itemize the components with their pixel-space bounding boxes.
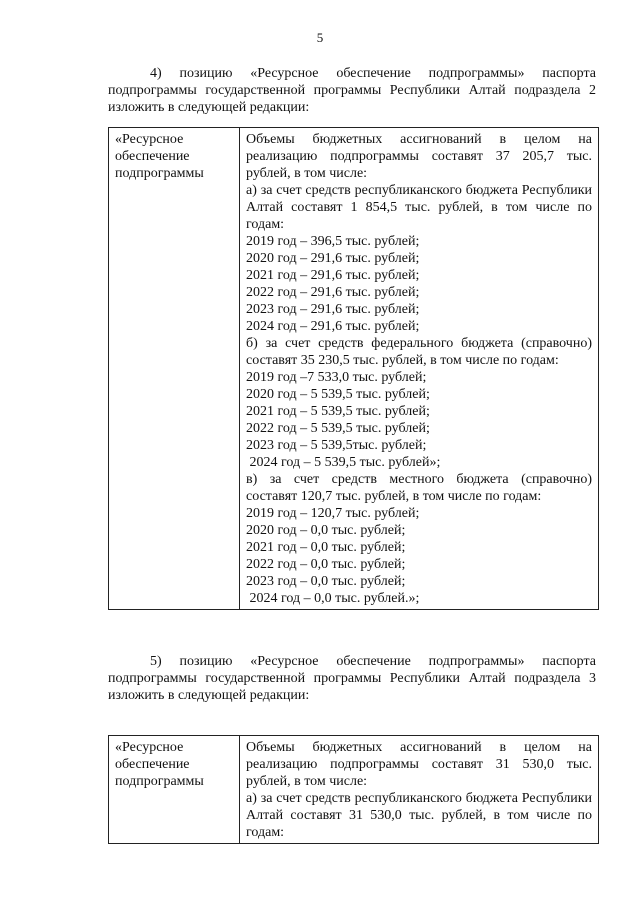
year-2021-line: 2021 год – 0,0 тыс. рублей; — [246, 540, 406, 555]
section5-intro-paragraph: 5) позицию «Ресурсное обеспечение подпрограммы» паспорта подпрограммы государственной программы Республики Алтай подраздела 3 изложить в следующей редакции: — [108, 654, 596, 703]
page-number: 5 — [316, 30, 324, 45]
table-row — [109, 128, 599, 610]
resource-table-section4 — [108, 127, 599, 610]
year-2022-line: 2022 год – 5 539,5 тыс. рублей; — [246, 421, 430, 436]
table-row — [109, 736, 599, 844]
total-funding-line: Объемы бюджетных ассигнований в целом на реализацию подпрограммы составят 31 530,0 тыс. рублей, в том числе: — [246, 740, 592, 789]
year-2021-line: 2021 год – 291,6 тыс. рублей; — [246, 268, 420, 283]
year-2023-line: 2023 год – 291,6 тыс. рублей; — [246, 302, 420, 317]
year-2019-line: 2019 год –7 533,0 тыс. рублей; — [246, 370, 427, 385]
table-label-text: «Ресурсное обеспечение подпрограммы — [115, 740, 204, 789]
table-value-cell — [240, 736, 599, 844]
section4-intro-paragraph: 4) позицию «Ресурсное обеспечение подпрограммы» паспорта подпрограммы государственной программы Республики Алтай подраздела 2 изложить в следующей редакции: — [108, 66, 596, 115]
year-2023-line: 2023 год – 0,0 тыс. рублей; — [246, 574, 406, 589]
year-2020-line: 2020 год – 291,6 тыс. рублей; — [246, 251, 420, 266]
table-value-cell — [240, 128, 599, 610]
year-2024-line: 2024 год – 0,0 тыс. рублей.»; — [246, 591, 420, 606]
year-2019-line: 2019 год – 396,5 тыс. рублей; — [246, 234, 420, 249]
year-2023-line: 2023 год – 5 539,5тыс. рублей; — [246, 438, 427, 453]
federal-budget-line: б) за счет средств федерального бюджета (справочно) составят 35 230,5 тыс. рублей, в том числе по годам: — [246, 336, 592, 368]
year-2019-line: 2019 год – 120,7 тыс. рублей; — [246, 506, 420, 521]
resource-table-section5 — [108, 735, 599, 844]
year-2022-line: 2022 год – 0,0 тыс. рублей; — [246, 557, 406, 572]
total-funding-line: Объемы бюджетных ассигнований в целом на реализацию подпрограммы составят 37 205,7 тыс. рублей, в том числе: — [246, 132, 592, 181]
table-label-cell — [109, 128, 240, 610]
year-2021-line: 2021 год – 5 539,5 тыс. рублей; — [246, 404, 430, 419]
year-2022-line: 2022 год – 291,6 тыс. рублей; — [246, 285, 420, 300]
year-2020-line: 2020 год – 5 539,5 тыс. рублей; — [246, 387, 430, 402]
table-label-cell — [109, 736, 240, 844]
republic-budget-line: а) за счет средств республиканского бюджета Республики Алтай составят 31 530,0 тыс. рублей, в том числе по годам: — [246, 791, 592, 840]
table-label-text: «Ресурсное обеспечение подпрограммы — [115, 132, 204, 181]
local-budget-line: в) за счет средств местного бюджета (справочно) составят 120,7 тыс. рублей, в том числе по годам: — [246, 472, 592, 504]
year-2024-line: 2024 год – 291,6 тыс. рублей; — [246, 319, 420, 334]
year-2020-line: 2020 год – 0,0 тыс. рублей; — [246, 523, 406, 538]
republic-budget-line: а) за счет средств республиканского бюджета Республики Алтай составят 1 854,5 тыс. рублей, в том числе по годам: — [246, 183, 592, 232]
year-2024-line: 2024 год – 5 539,5 тыс. рублей»; — [246, 455, 441, 470]
